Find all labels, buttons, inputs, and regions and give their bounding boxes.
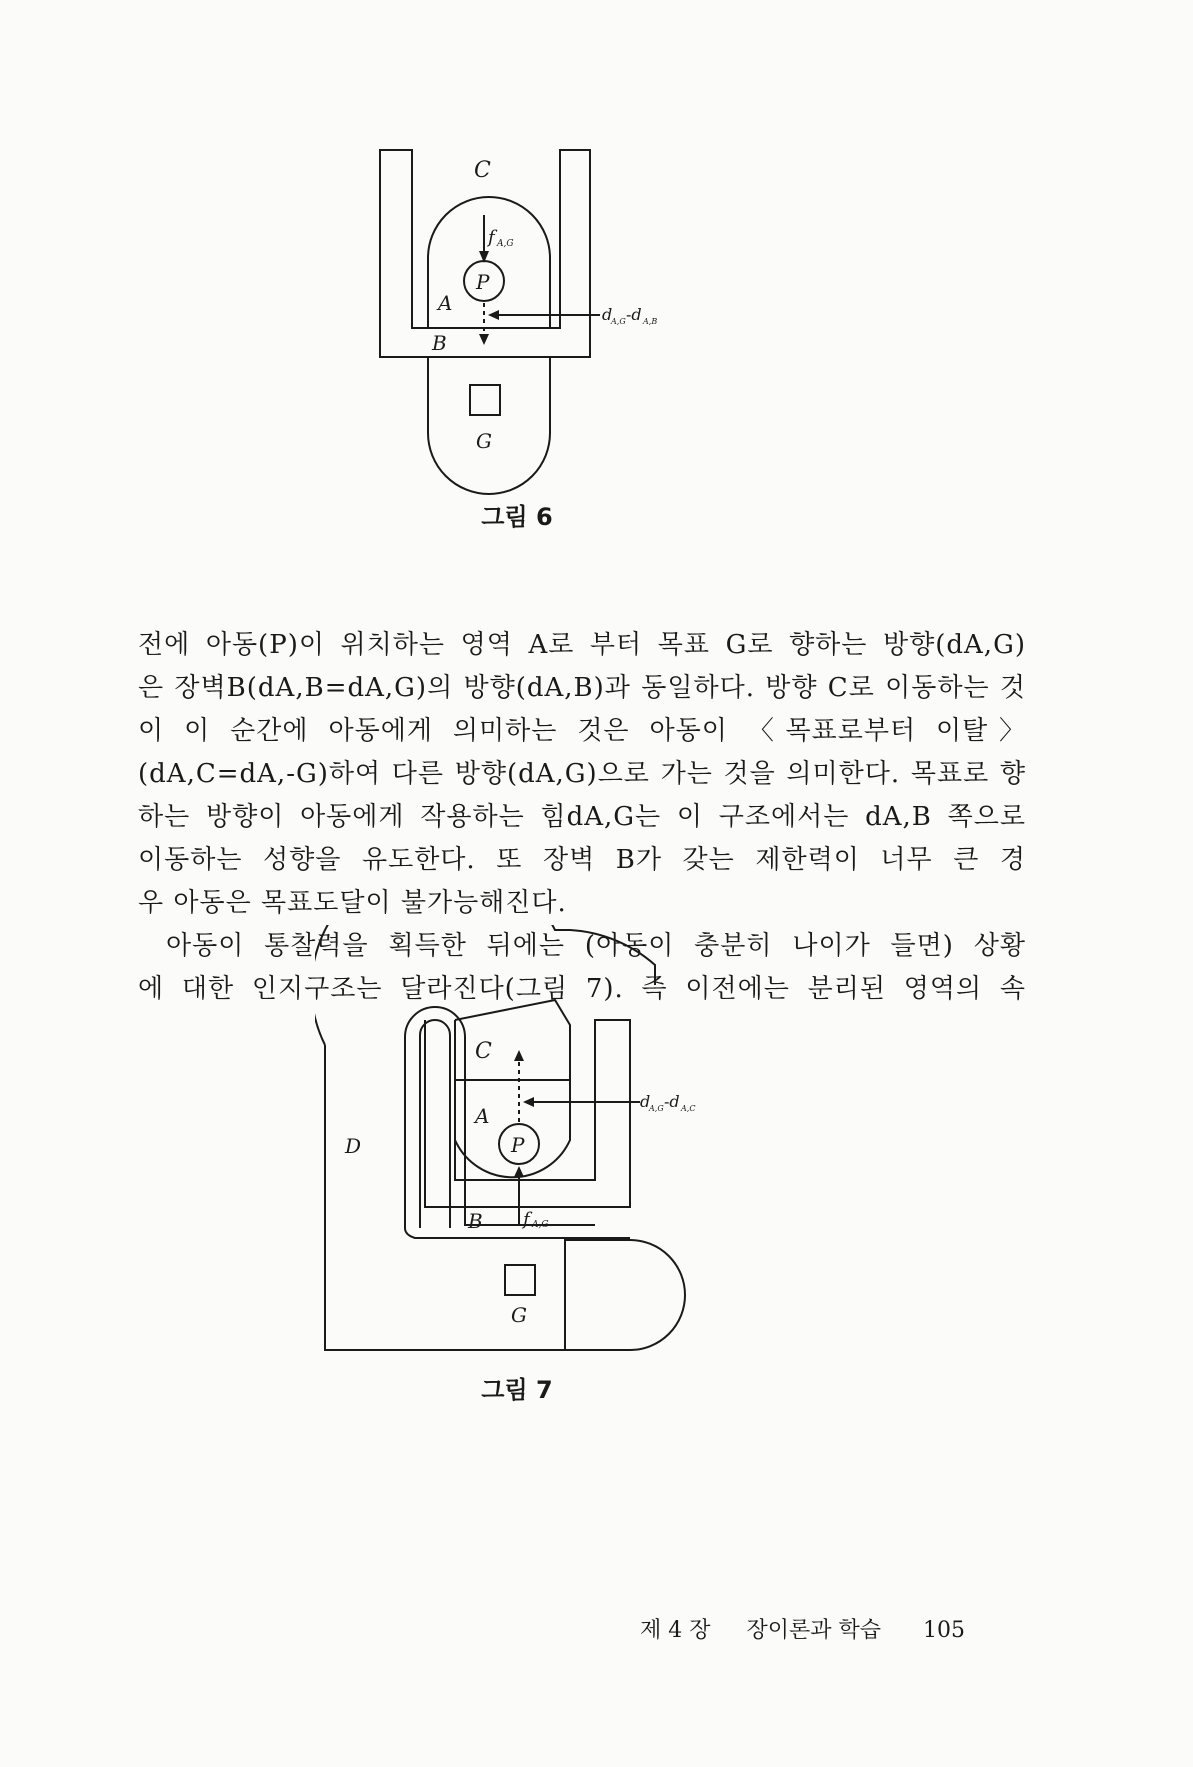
- fig7-label-G: G: [511, 1303, 527, 1327]
- page-number: 105: [923, 1618, 966, 1643]
- fig6-label-A: A: [438, 291, 453, 315]
- fig7-label-D: D: [345, 1134, 362, 1158]
- fig6-label-dir-sub1: A,G: [611, 317, 626, 326]
- text-line-4: (dA,C=dA,-G)하여 다른 방향(dA,G)으로 가는 것을 의미한다. 목표로 향: [138, 759, 1026, 789]
- text-line-9: 에 대한 인지구조는 달라진다(그림 7). 즉 이전에는 분리된 영역의 속: [138, 974, 1026, 1004]
- text-line-5: 하는 방향이 아동에게 작용하는 힘dA,G는 이 구조에서는 dA,B 쪽으로: [138, 802, 1026, 832]
- fig6-label-B: B: [432, 331, 447, 355]
- fig7-region-D: [315, 925, 655, 1045]
- fig6-goal-square: [470, 385, 500, 415]
- fig7-label-dir-sub2: A,C: [681, 1104, 696, 1113]
- fig6-label-dir-sub2: A,B: [643, 317, 658, 326]
- footer-chapter: 제 4 장: [640, 1618, 711, 1643]
- figure-7-caption: 그림 7: [481, 1376, 553, 1404]
- text-line-8: 아동이 통찰력을 획득한 뒤에는 (아동이 충분히 나이가 들면) 상황: [166, 931, 1026, 961]
- fig6-capsule-lower: [428, 357, 550, 494]
- fig7-label-dir-sub1: A,G: [649, 1104, 664, 1113]
- page-footer: [640, 1613, 1000, 1644]
- fig7-label-dir-eq: -d: [664, 1092, 680, 1111]
- fig6-label-dir: d: [602, 305, 613, 324]
- fig6-label-P: P: [476, 270, 490, 294]
- text-line-1: 전에 아동(P)이 위치하는 영역 A로 부터 목표 G로 향하는 방향(dA,G): [138, 630, 1026, 660]
- fig6-label-force-sub: A,G: [497, 239, 514, 249]
- fig7-label-P: P: [511, 1133, 525, 1157]
- fig7-barrier-u: [425, 1020, 630, 1207]
- fig7-goal-square: [505, 1265, 535, 1295]
- fig7-label-B: B: [468, 1209, 483, 1233]
- figure-7-diagram: [315, 925, 775, 1370]
- figure-6-caption: 그림 6: [481, 503, 553, 531]
- fig6-label-dir-eq: -d: [626, 305, 642, 324]
- fig6-label-C: C: [474, 158, 491, 183]
- figure-6-diagram: [360, 135, 740, 515]
- fig7-label-C: C: [475, 1039, 492, 1064]
- fig7-label-A: A: [475, 1104, 490, 1128]
- text-line-7: 우 아동은 목표도달이 불가능해진다.: [138, 888, 567, 918]
- fig6-label-force: f: [488, 227, 495, 248]
- text-line-6: 이동하는 성향을 유도한다. 또 장벽 B가 갖는 제한력이 너무 큰 경: [138, 845, 1026, 875]
- fig7-label-force: f: [523, 1209, 530, 1230]
- fig7-label-force-sub: A,G: [532, 1220, 549, 1230]
- fig6-label-G: G: [476, 429, 492, 453]
- text-line-3: 이 이 순간에 아동에게 의미하는 것은 아동이 〈목표로부터 이탈〉: [138, 716, 1026, 746]
- text-line-2: 은 장벽B(dA,B=dA,G)의 방향(dA,B)과 동일하다. 방향 C로 이동하는 것: [138, 673, 1026, 703]
- fig7-label-dir: d: [640, 1092, 651, 1111]
- fig7-corridor: [405, 1007, 595, 1228]
- footer-title: 장이론과 학습: [746, 1618, 882, 1643]
